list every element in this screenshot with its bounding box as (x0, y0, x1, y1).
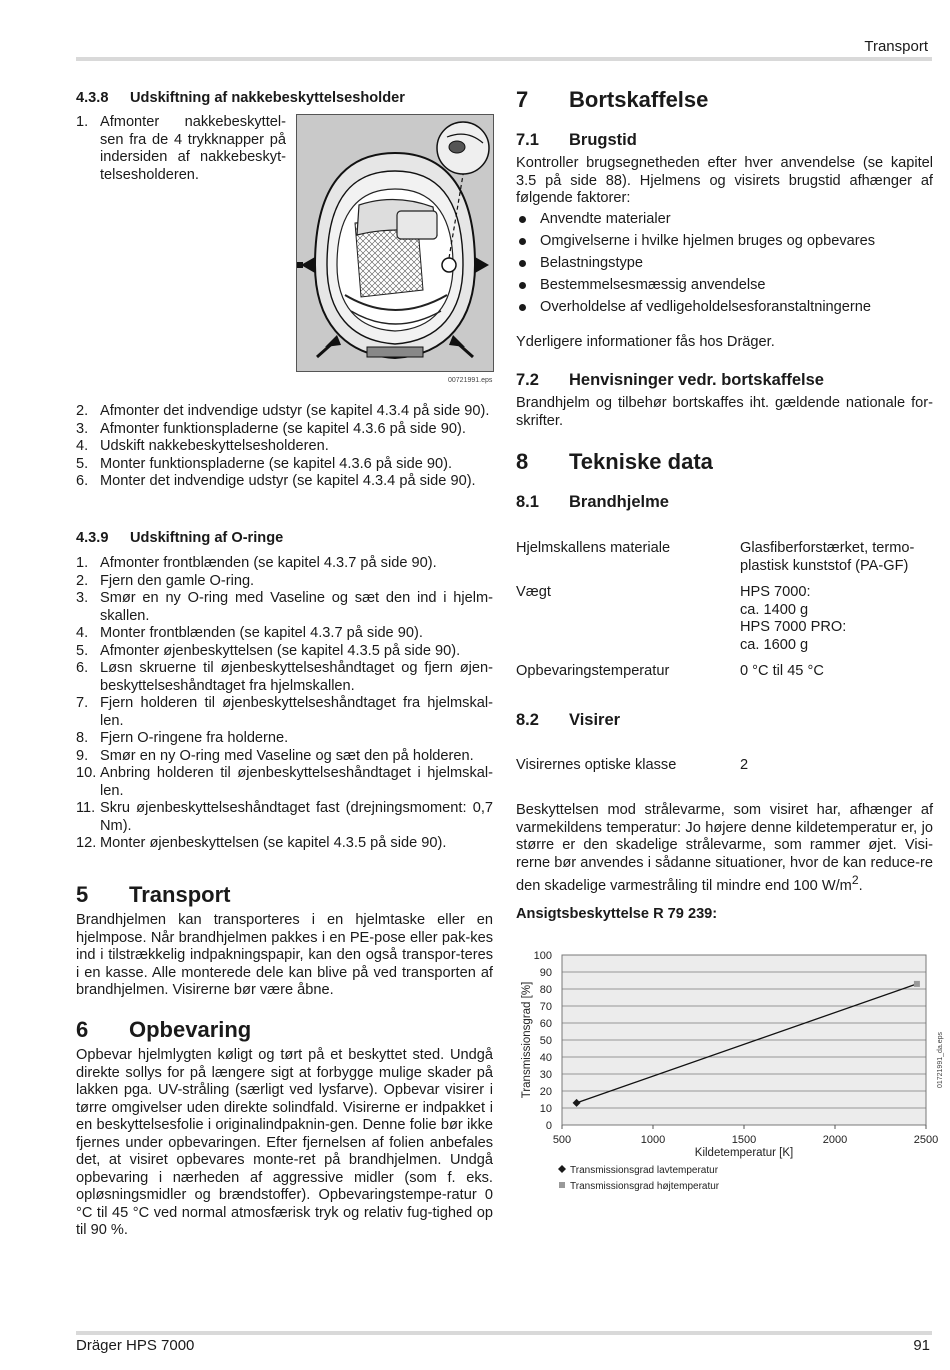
disposal-body: Brandhjelm og tilbehør bortskaffes iht. gældende nationale for-skrifter. (516, 395, 933, 429)
tech-data-table (516, 540, 933, 681)
y-tick-label: 50 (539, 1035, 552, 1047)
heading-7: 7 Bortskaffelse (516, 87, 709, 112)
y-tick-label: 100 (533, 950, 552, 962)
step-1-4-3-8: 1. Afmonter nakkebeskyttel- sen fra de 4 trykknapper på indersiden af nakkebeskyt- telsesholderen. (76, 114, 286, 183)
list-item: 7. Fjern holderen til øjenbeskyttelseshåndtaget fra hjelmskal-len. (76, 695, 493, 729)
heading-8-2: 8.2 Visirer (516, 711, 621, 729)
heading-4-3-9: 4.3.9 Udskiftning af O-ringe (76, 530, 284, 546)
list-item: 3. Smør en ny O-ring med Vaseline og sæt den ind i hjelm-skallen. (76, 590, 493, 624)
heading-8: 8 Tekniske data (516, 449, 713, 474)
heading-5: 5 Transport (76, 882, 231, 907)
storage-body: Opbevar hjelmlygten køligt og tørt på et beskyttet sted. Undgå direkte sollys for på længere sigt at forbygge mulige skader på lakken pga. UV-stråling (særligt ved lysfarve). Opbevar visirer i tørre omgivelser uden direkte solindfald. Visirerne er indpakket i en beskyttelsesfolie i originalindpaknin-gen. Denne folie bør ikke fjernes under opbevaringen. Efter fjernelsen af folien anbefales det, at visiret opbevares monte-ret på brandhjelmen. Undgå opbevaring i nærheden af aggressive midler (som f. eks. opløsningsmidler og brændstoffer). Opbevaringstempe-ratur 0 °C til 45 °C ved normal atmosfærisk tryk og relativ fug-tighed op til 90 %. (76, 1047, 493, 1238)
bullet-icon (519, 238, 526, 245)
y-tick-label: 10 (539, 1103, 552, 1115)
data-point-hojtemperatur (914, 981, 920, 987)
x-tick-label: 1500 (731, 1134, 757, 1146)
y-tick-label: 80 (539, 984, 552, 996)
list-item: 12. Monter øjenbeskyttelsen (se kapitel 4.3.5 på side 90). (76, 835, 447, 851)
list-item: 6. Løsn skruerne til øjenbeskyttelseshåndtaget og fjern øjen-beskyttelseshåndtaget fra hjelmskallen. (76, 660, 493, 694)
list-item: 1. Afmonter frontblænden (se kapitel 4.3.7 på side 90). (76, 555, 437, 571)
transport-body: Brandhjelmen kan transporteres i en hjelmtaske eller en hjelmpose. Når brandhjelmen pakkes i en PE-pose eller pak-kes ind i tilstrækkelig indpakningspapir, kan den også transpor-teres i en kasse. Alle monterede dele kan blive på ved transporten af brandhjelmen. Visirerne bør være åbne. (76, 912, 493, 998)
list-item: 4. Monter frontblænden (se kapitel 4.3.7 på side 90). (76, 625, 423, 641)
header-rule (76, 57, 932, 61)
list-item: 11. Skru øjenbeskyttelseshåndtaget fast (drejningsmoment: 0,7 Nm). (76, 800, 493, 834)
x-axis-label: Kildetemperatur [K] (694, 1147, 794, 1159)
legend-marker-hojtemperatur (559, 1182, 565, 1188)
y-tick-label: 70 (539, 1001, 552, 1013)
chart-svg (512, 940, 948, 1202)
list-item: Belastningstype (516, 252, 933, 274)
list-item: 2. Fjern den gamle O-ring. (76, 572, 255, 589)
helmet-drawing (297, 115, 493, 371)
footer-product: Dräger HPS 7000 (76, 1337, 195, 1354)
bullet-icon (519, 282, 526, 289)
list-item: Bestemmelsesmæssig anvendelse (516, 274, 933, 296)
page-number: 91 (913, 1337, 930, 1354)
table-row: Opbevaringstemperatur 0 °C til 45 °C (516, 663, 824, 679)
page-header-title: Transport (864, 38, 928, 55)
list-item: 3. Afmonter funktionspladerne (se kapitel 4.3.6 på side 90). (76, 420, 466, 437)
x-tick-label: 500 (552, 1134, 572, 1146)
visor-class-row: Visirernes optiske klasse 2 (516, 757, 749, 773)
list-item: Anvendte materialer (516, 208, 933, 230)
chart-source-label: 01721991_da.eps (937, 1031, 944, 1089)
list-item: Omgivelserne i hvilke hjelmen bruges og opbevares (516, 230, 933, 252)
bullet-icon (519, 216, 526, 223)
legend-label: Transmissionsgrad højtemperatur (570, 1181, 720, 1192)
heading-6: 6 Opbevaring (76, 1017, 252, 1042)
chart-heading: Ansigtsbeskyttelse R 79 239: (516, 906, 718, 922)
footer-rule (76, 1331, 932, 1335)
heading-7-1: 7.1 Brugstid (516, 131, 637, 149)
heading-8-1: 8.1 Brandhjelme (516, 493, 669, 511)
list-item: 2. Afmonter det indvendige udstyr (se kapitel 4.3.4 på side 90). (76, 403, 490, 419)
transmission-chart (512, 940, 948, 1202)
heading-4-3-8: 4.3.8 Udskiftning af nakkebeskyttelsesholder (76, 90, 405, 106)
list-item: 4. Udskift nakkebeskyttelsesholderen. (76, 438, 329, 454)
y-axis-label: Transmissionsgrad [%] (521, 981, 533, 1099)
figure-label: 00721991.eps (448, 377, 493, 384)
y-tick-label: 60 (539, 1018, 552, 1030)
usage-outro: Yderligere informationer fås hos Dräger. (516, 334, 775, 350)
steps-4-3-9 (76, 555, 493, 853)
steps-4-3-8 (76, 403, 493, 491)
y-tick-label: 0 (545, 1120, 552, 1132)
y-tick-label: 90 (539, 967, 552, 979)
legend-label: Transmissionsgrad lavtemperatur (570, 1165, 719, 1176)
bullet-icon (519, 304, 526, 311)
y-tick-label: 40 (539, 1052, 552, 1064)
x-tick-label: 1000 (640, 1134, 666, 1146)
list-item: 9. Smør en ny O-ring med Vaseline og sæt den på holderen. (76, 747, 474, 764)
x-tick-label: 2000 (822, 1134, 848, 1146)
visor-body: Beskyttelsen mod strålevarme, som visiret har, afhænger af varmekildens temperatur: Jo højere denne kildetemperatur er, jo større er den skadelige strålevarme, som rammer øjet. Visi-rerne bør anvendes i sådanne situationer, hvor de kan reduce-re den skadelige varmestråling til mindre end 100 $W/m^2$. (516, 802, 933, 894)
list-item: 10. Anbring holderen til øjenbeskyttelseshåndtaget i hjelmskal-len. (76, 765, 493, 799)
heading-7-2: 7.2 Henvisninger vedr. bortskaffelse (516, 371, 824, 389)
list-item: Overholdelse af vedligeholdelsesforanstaltningerne (516, 296, 933, 318)
list-item: 5. Afmonter øjenbeskyttelsen (se kapitel 4.3.5 på side 90). (76, 642, 461, 659)
usage-factors-list (516, 208, 933, 318)
x-tick-label: 2500 (913, 1134, 939, 1146)
legend-marker-lavtemperatur (558, 1165, 566, 1173)
list-item: 5. Monter funktionspladerne (se kapitel 4.3.6 på side 90). (76, 455, 453, 472)
list-item: 6. Monter det indvendige udstyr (se kapitel 4.3.4 på side 90). (76, 473, 476, 489)
y-tick-label: 30 (539, 1069, 552, 1081)
helmet-illustration (296, 114, 494, 372)
table-row: Hjelmskallens materiale Glasfiberforstærket, termo- plastisk kunststof (PA-GF) (516, 540, 915, 574)
table-row: Vægt HPS 7000: ca. 1400 g HPS 7000 PRO: ca. 1600 g (516, 584, 847, 653)
bullet-icon (519, 260, 526, 267)
y-tick-label: 20 (539, 1086, 552, 1098)
list-item: 8. Fjern O-ringene fra holderne. (76, 730, 289, 746)
usage-intro: Kontroller brugsegnetheden efter hver anvendelse (se kapitel 3.5 på side 88). Hjelmens og visirets brugstid afhænger af følgende faktorer: (516, 155, 933, 206)
